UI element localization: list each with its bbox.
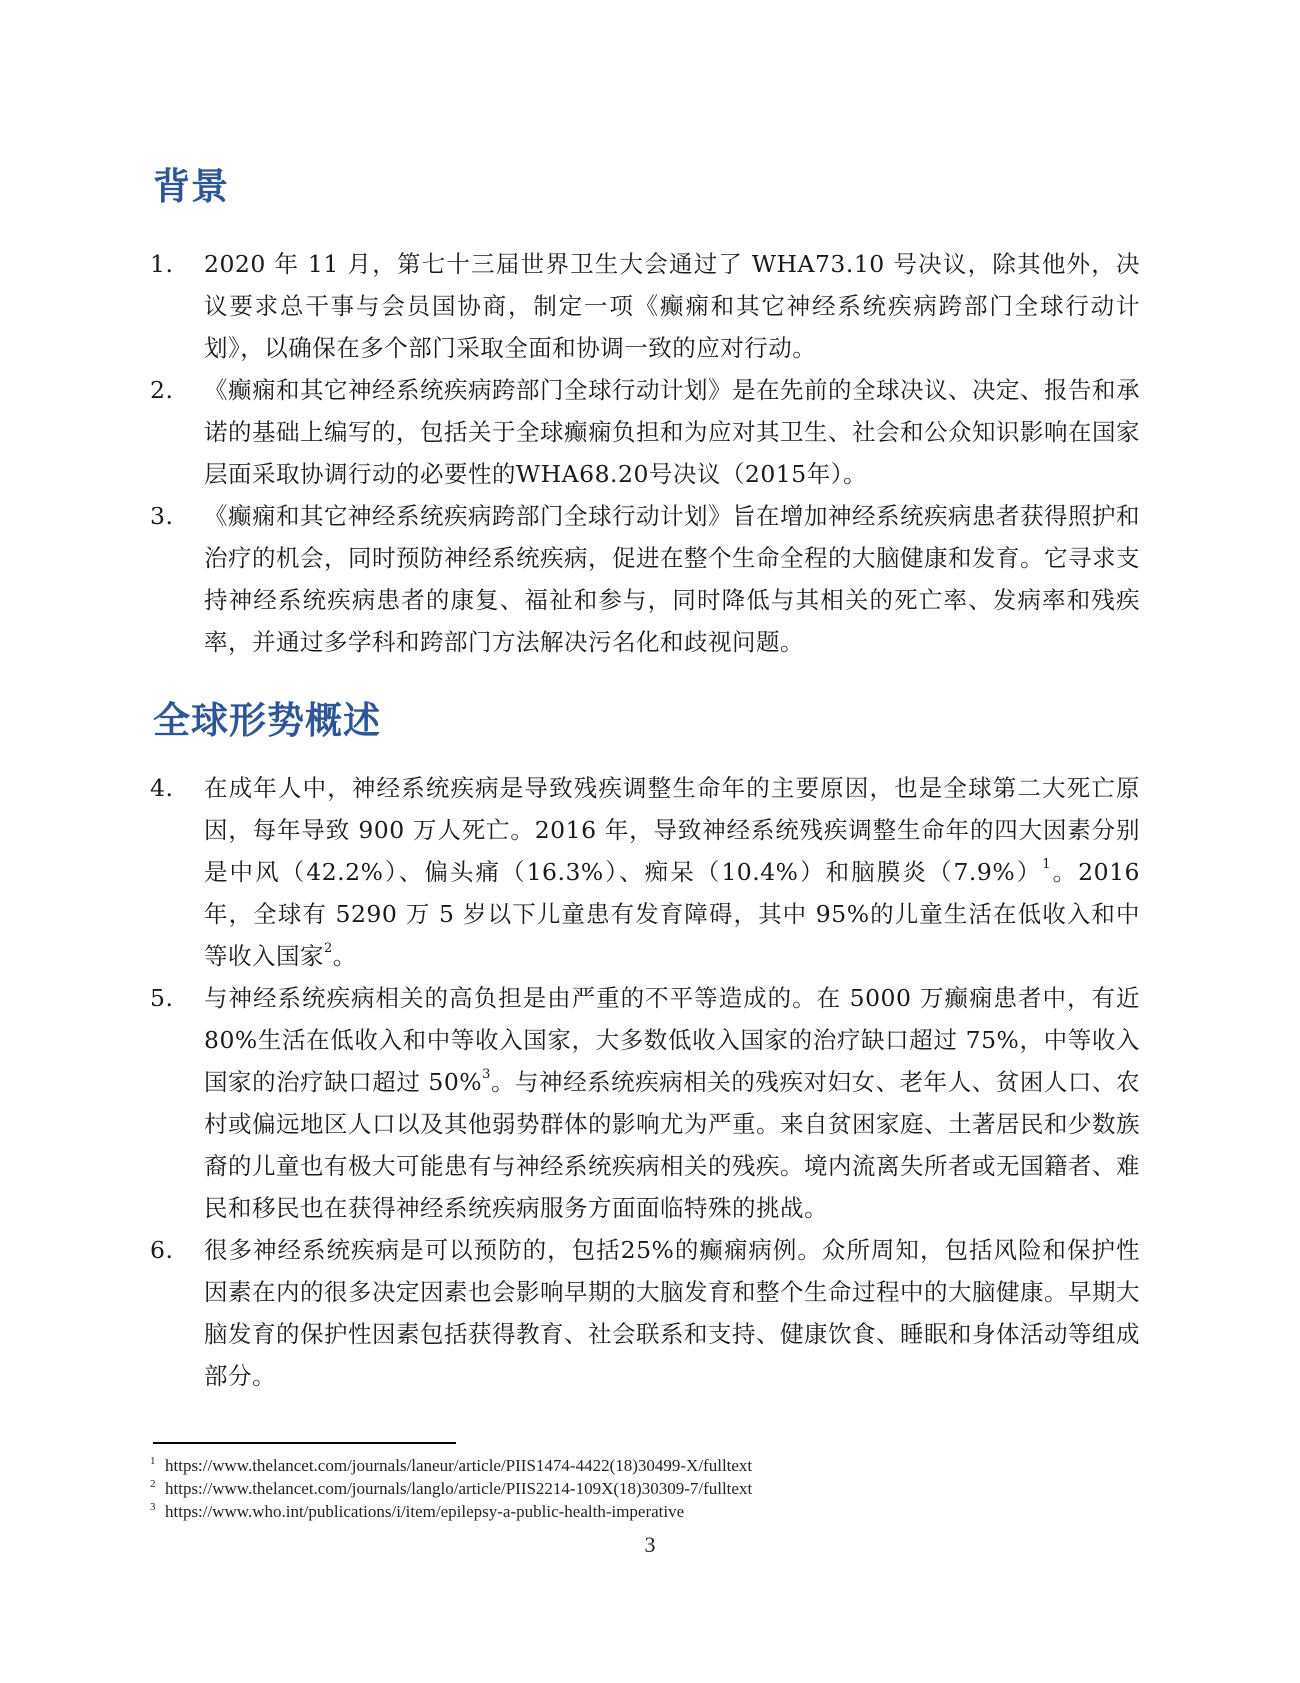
overview-paragraph-list bbox=[150, 767, 1140, 1397]
background-paragraph-list bbox=[150, 243, 1140, 663]
footnote-ref-2[interactable]: 2 bbox=[324, 941, 333, 957]
paragraph-4 bbox=[150, 767, 1140, 977]
paragraph-number: 3. bbox=[150, 502, 174, 530]
paragraph-number: 5. bbox=[150, 984, 174, 1012]
paragraph-1 bbox=[150, 243, 1140, 369]
footnote-link[interactable]: https://www.thelancet.com/journals/langlo/article/PIIS2214-109X(18)30309-7/fulltext bbox=[165, 1479, 753, 1498]
paragraph-3 bbox=[150, 495, 1140, 663]
paragraph-text: 。2016 年，全球有 5290 万 5 岁以下儿童患有发育障碍，其中 95%的儿童生活在低收入和中等收入国家 bbox=[204, 858, 1140, 970]
section-heading-global-overview: 全球形势概述 bbox=[153, 699, 381, 742]
page-number: 3 bbox=[644, 1532, 656, 1557]
paragraph-6 bbox=[150, 1229, 1140, 1397]
footnote-list bbox=[150, 1454, 1150, 1523]
paragraph-text: 2020 年 11 月，第七十三届世界卫生大会通过了 WHA73.10 号决议，除其他外，决议要求总干事与会员国协商，制定一项《癫痫和其它神经系统疾病跨部门全球行动计划》，以确保在多个部门采取全面和协调一致的应对行动。 bbox=[204, 250, 1140, 362]
footnote-2: 2 https://www.thelancet.com/journals/langlo/article/PIIS2214-109X(18)30309-7/fulltext bbox=[150, 1478, 753, 1498]
footnote-link[interactable]: https://www.who.int/publications/i/item/epilepsy-a-public-health-imperative bbox=[165, 1502, 685, 1521]
footnote-ref-3[interactable]: 3 bbox=[482, 1067, 491, 1083]
footnote-1: 1 https://www.thelancet.com/journals/laneur/article/PIIS1474-4422(18)30499-X/fulltext bbox=[150, 1455, 753, 1475]
paragraph-text: 。与神经系统疾病相关的残疾对妇女、老年人、贫困人口、农村或偏远地区人口以及其他弱势群体的影响尤为严重。来自贫困家庭、土著居民和少数族裔的儿童也有极大可能患有与神经系统疾病相关的残疾。境内流离失所者或无国籍者、难民和移民也在获得神经系统疾病服务方面面临特殊的挑战。 bbox=[204, 1068, 1141, 1222]
paragraph-number: 2. bbox=[150, 376, 174, 404]
paragraph-5 bbox=[150, 977, 1140, 1229]
paragraph-text: 《癫痫和其它神经系统疾病跨部门全球行动计划》是在先前的全球决议、决定、报告和承诺的基础上编写的，包括关于全球癫痫负担和为应对其卫生、社会和公众知识影响在国家层面采取协调行动的必要性的WHA68.20号决议（2015年）。 bbox=[204, 376, 1140, 488]
section-heading-background: 背景 bbox=[153, 165, 229, 208]
paragraph-number: 6. bbox=[150, 1236, 174, 1264]
footnote-3: 3 https://www.who.int/publications/i/item/epilepsy-a-public-health-imperative bbox=[150, 1501, 685, 1521]
footnote-ref-1[interactable]: 1 bbox=[1042, 857, 1052, 873]
paragraph-number: 1. bbox=[150, 250, 174, 278]
paragraph-number: 4. bbox=[150, 774, 174, 802]
footnote-link[interactable]: https://www.thelancet.com/journals/laneur/article/PIIS1474-4422(18)30499-X/fulltext bbox=[165, 1456, 753, 1475]
paragraph-text: 在成年人中，神经系统疾病是导致残疾调整生命年的主要原因，也是全球第二大死亡原因，每年导致 900 万人死亡。2016 年，导致神经系统残疾调整生命年的四大因素分别是中风（42.2%）、偏头痛（16.3%）、痴呆（10.4%）和脑膜炎（7.9%） bbox=[204, 774, 1140, 886]
paragraph-2 bbox=[150, 369, 1140, 495]
paragraph-text: 很多神经系统疾病是可以预防的，包括25%的癫痫病例。众所周知，包括风险和保护性因素在内的很多决定因素也会影响早期的大脑发育和整个生命过程中的大脑健康。早期大脑发育的保护性因素包括获得教育、社会联系和支持、健康饮食、睡眠和身体活动等组成部分。 bbox=[204, 1236, 1140, 1390]
paragraph-text: 《癫痫和其它神经系统疾病跨部门全球行动计划》旨在增加神经系统疾病患者获得照护和治疗的机会，同时预防神经系统疾病，促进在整个生命全程的大脑健康和发育。它寻求支持神经系统疾病患者的康复、福祉和参与，同时降低与其相关的死亡率、发病率和残疾率，并通过多学科和跨部门方法解决污名化和歧视问题。 bbox=[204, 502, 1140, 656]
paragraph-text: 与神经系统疾病相关的高负担是由严重的不平等造成的。在 5000 万癫痫患者中，有近 80%生活在低收入和中等收入国家，大多数低收入国家的治疗缺口超过 75%，中等收入国家的治疗缺口超过 50% bbox=[204, 984, 1140, 1096]
paragraph-text: 。 bbox=[332, 942, 357, 970]
footnote-separator bbox=[153, 1442, 456, 1444]
